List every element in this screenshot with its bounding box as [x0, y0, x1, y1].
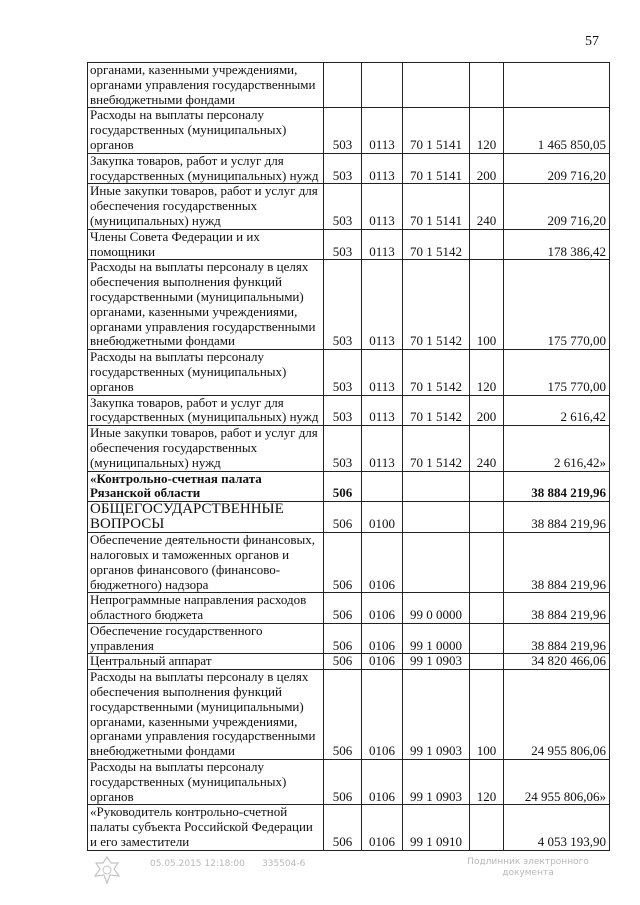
row-amount: 209 716,20 [504, 153, 610, 184]
row-expense-type [470, 593, 504, 624]
row-target-code [403, 502, 470, 533]
row-amount: 2 616,42 [504, 395, 610, 426]
row-target-code [403, 471, 470, 502]
footer-doc-number: 335504-6 [262, 859, 306, 869]
row-ved-code: 503 [324, 153, 362, 184]
page-number: 57 [585, 34, 599, 49]
row-amount: 175 770,00 [504, 350, 610, 395]
row-ved-code [324, 63, 362, 108]
row-amount: 175 770,00 [504, 260, 610, 350]
row-amount: 4 053 193,90 [504, 805, 610, 850]
row-name: Расходы на выплаты персоналу в целях обеспечения выполнения функций государственными (муниципальными) органами, казенными учреждениями, органами управления государственными внебюджетными фондами [88, 260, 324, 350]
table-row [88, 426, 610, 471]
row-name: Закупка товаров, работ и услуг для государственных (муниципальных) нужд [88, 153, 324, 184]
row-expense-type: 120 [470, 760, 504, 805]
table-row [88, 108, 610, 153]
table-row [88, 153, 610, 184]
row-section-code: 0113 [362, 350, 403, 395]
row-ved-code: 506 [324, 623, 362, 654]
row-name: Расходы на выплаты персоналу государственных (муниципальных) органов [88, 760, 324, 805]
row-ved-code: 506 [324, 654, 362, 670]
row-amount: 38 884 219,96 [504, 623, 610, 654]
row-section-code: 0113 [362, 229, 403, 260]
table-row [88, 184, 610, 229]
row-target-code: 99 0 0000 [403, 593, 470, 624]
row-expense-type: 100 [470, 260, 504, 350]
row-target-code: 70 1 5141 [403, 184, 470, 229]
row-ved-code: 503 [324, 350, 362, 395]
table-row [88, 63, 610, 108]
row-ved-code: 506 [324, 760, 362, 805]
row-name: Иные закупки товаров, работ и услуг для обеспечения государственных (муниципальных) нужд [88, 184, 324, 229]
table-row [88, 670, 610, 760]
row-amount: 209 716,20 [504, 184, 610, 229]
row-name: «Руководитель контрольно-счетной палаты субъекта Российской Федерации и его заместители [88, 805, 324, 850]
row-ved-code: 503 [324, 426, 362, 471]
row-target-code: 70 1 5142 [403, 426, 470, 471]
row-expense-type [470, 805, 504, 850]
row-amount: 38 884 219,96 [504, 593, 610, 624]
row-amount: 24 955 806,06 [504, 670, 610, 760]
table-row [88, 395, 610, 426]
row-ved-code: 503 [324, 395, 362, 426]
row-target-code: 70 1 5142 [403, 395, 470, 426]
table-row [88, 350, 610, 395]
row-ved-code: 503 [324, 108, 362, 153]
row-section-code: 0113 [362, 184, 403, 229]
row-name: Члены Совета Федерации и их помощники [88, 229, 324, 260]
row-target-code: 99 1 0903 [403, 670, 470, 760]
row-amount: 178 386,42 [504, 229, 610, 260]
row-expense-type: 200 [470, 153, 504, 184]
row-target-code: 70 1 5141 [403, 108, 470, 153]
row-name: Расходы на выплаты персоналу государственных (муниципальных) органов [88, 350, 324, 395]
footer [0, 855, 640, 895]
row-expense-type [470, 623, 504, 654]
table-row [88, 593, 610, 624]
row-target-code [403, 63, 470, 108]
row-expense-type: 240 [470, 426, 504, 471]
row-name: ОБЩЕГОСУДАРСТВЕННЫЕ ВОПРОСЫ [88, 502, 324, 533]
row-expense-type [470, 654, 504, 670]
row-section-code: 0113 [362, 108, 403, 153]
row-ved-code: 506 [324, 593, 362, 624]
row-ved-code: 506 [324, 805, 362, 850]
row-name: органами, казенными учреждениями, органами управления государственными внебюджетными фондами [88, 63, 324, 108]
row-expense-type [470, 533, 504, 593]
table-row [88, 502, 610, 533]
row-name: Расходы на выплаты персоналу государственных (муниципальных) органов [88, 108, 324, 153]
budget-table [87, 62, 610, 851]
row-section-code: 0113 [362, 426, 403, 471]
row-amount: 38 884 219,96 [504, 471, 610, 502]
row-target-code: 99 1 0903 [403, 654, 470, 670]
row-name: Расходы на выплаты персоналу в целях обеспечения выполнения функций государственными (муниципальными) органами, казенными учреждениями, органами управления государственными внебюджетными фондами [88, 670, 324, 760]
row-amount: 38 884 219,96 [504, 502, 610, 533]
row-section-code: 0106 [362, 654, 403, 670]
row-section-code: 0106 [362, 533, 403, 593]
seal-icon [90, 855, 124, 885]
table-row [88, 471, 610, 502]
row-ved-code: 503 [324, 260, 362, 350]
table-row [88, 760, 610, 805]
footer-stamp: Подлинник электронного документа [467, 857, 589, 878]
row-expense-type [470, 63, 504, 108]
row-amount: 2 616,42» [504, 426, 610, 471]
row-section-code: 0100 [362, 502, 403, 533]
row-expense-type: 120 [470, 108, 504, 153]
row-name: Обеспечение государственного управления [88, 623, 324, 654]
table-row [88, 623, 610, 654]
row-amount: 24 955 806,06» [504, 760, 610, 805]
row-amount: 38 884 219,96 [504, 533, 610, 593]
table-row [88, 805, 610, 850]
budget-table-body [88, 63, 610, 851]
table-row [88, 654, 610, 670]
row-name: «Контрольно-счетная палата Рязанской области [88, 471, 324, 502]
row-target-code: 99 1 0910 [403, 805, 470, 850]
row-expense-type: 200 [470, 395, 504, 426]
row-name: Обеспечение деятельности финансовых, налоговых и таможенных органов и органов финансового (финансово-бюджетного) надзора [88, 533, 324, 593]
row-ved-code: 506 [324, 670, 362, 760]
row-target-code: 70 1 5142 [403, 229, 470, 260]
row-section-code: 0106 [362, 760, 403, 805]
row-target-code [403, 533, 470, 593]
row-section-code: 0113 [362, 395, 403, 426]
row-expense-type: 240 [470, 184, 504, 229]
row-section-code: 0106 [362, 670, 403, 760]
row-target-code: 99 1 0903 [403, 760, 470, 805]
row-expense-type: 100 [470, 670, 504, 760]
table-row [88, 260, 610, 350]
row-section-code [362, 63, 403, 108]
row-ved-code: 506 [324, 471, 362, 502]
row-section-code [362, 471, 403, 502]
row-ved-code: 503 [324, 184, 362, 229]
row-target-code: 70 1 5142 [403, 350, 470, 395]
row-ved-code: 503 [324, 229, 362, 260]
row-section-code: 0113 [362, 153, 403, 184]
row-target-code: 99 1 0000 [403, 623, 470, 654]
row-name: Центральный аппарат [88, 654, 324, 670]
row-section-code: 0106 [362, 623, 403, 654]
row-expense-type [470, 502, 504, 533]
table-row [88, 229, 610, 260]
row-amount: 1 465 850,05 [504, 108, 610, 153]
footer-datetime: 05.05.2015 12:18:00 [150, 859, 245, 869]
row-expense-type [470, 229, 504, 260]
row-name: Непрограммные направления расходов областного бюджета [88, 593, 324, 624]
row-expense-type [470, 471, 504, 502]
row-ved-code: 506 [324, 533, 362, 593]
row-name: Закупка товаров, работ и услуг для государственных (муниципальных) нужд [88, 395, 324, 426]
row-ved-code: 506 [324, 502, 362, 533]
row-amount: 34 820 466,06 [504, 654, 610, 670]
row-target-code: 70 1 5141 [403, 153, 470, 184]
row-section-code: 0106 [362, 593, 403, 624]
row-name: Иные закупки товаров, работ и услуг для обеспечения государственных (муниципальных) нужд [88, 426, 324, 471]
table-row [88, 533, 610, 593]
row-expense-type: 120 [470, 350, 504, 395]
row-section-code: 0113 [362, 260, 403, 350]
row-section-code: 0106 [362, 805, 403, 850]
row-amount [504, 63, 610, 108]
row-target-code: 70 1 5142 [403, 260, 470, 350]
